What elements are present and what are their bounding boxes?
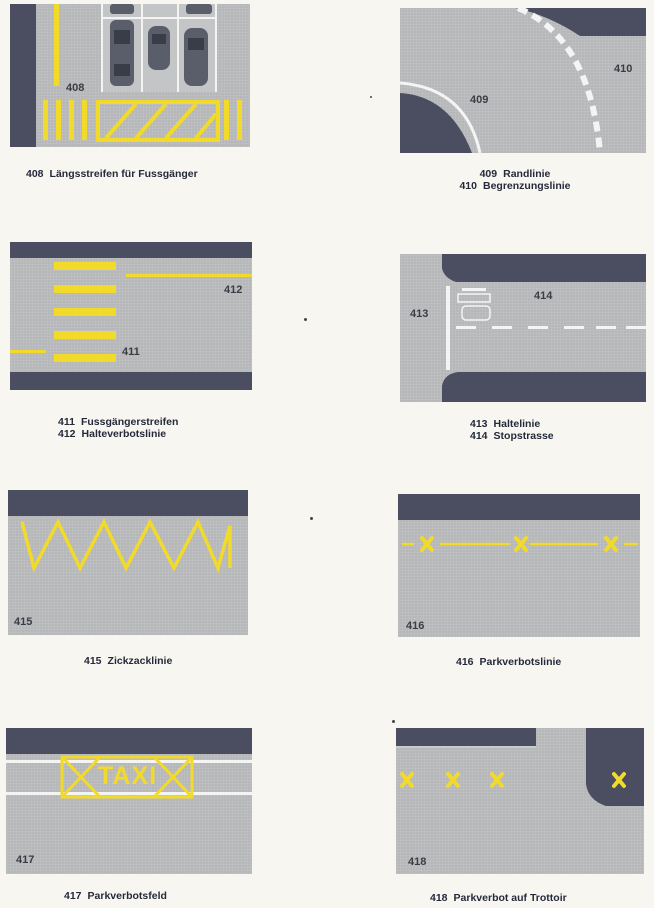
figure-tag: 409 — [470, 94, 489, 106]
figure-417-illustration — [6, 728, 252, 874]
figure-415-illustration — [8, 490, 248, 635]
figure-tag: 412 — [224, 284, 243, 296]
curb-top — [10, 242, 252, 258]
curb-top — [442, 254, 646, 282]
figure-caption — [84, 655, 172, 667]
sidewalk-left — [396, 728, 536, 746]
caption-number: 416 — [456, 656, 474, 668]
caption-text: Halteverbotslinie — [81, 428, 167, 440]
curb-top-right — [516, 8, 646, 36]
caption-number: 408 — [26, 168, 44, 180]
caption-number: 409 — [479, 168, 498, 180]
figure-409-410-drawing — [400, 8, 646, 153]
parked-car — [148, 26, 170, 70]
caption-number: 412 — [58, 428, 76, 440]
curb-bottom-left — [400, 93, 472, 153]
stop-lettering-marking — [458, 288, 490, 320]
figure-417-drawing — [6, 728, 252, 874]
figure-caption — [470, 418, 554, 442]
taxi-lettering: TAXI — [98, 762, 158, 790]
parked-car — [110, 20, 134, 86]
figure-413-414-illustration — [400, 254, 646, 402]
caption-number: 411 — [58, 416, 75, 428]
zebra-crossing — [54, 262, 116, 362]
caption-text: Parkverbot auf Trottoir — [453, 892, 567, 904]
parked-car — [184, 28, 208, 86]
figure-408-drawing — [10, 4, 250, 147]
sidewalk — [10, 4, 36, 147]
lane-line — [6, 792, 252, 795]
figure-tag: 417 — [16, 854, 35, 866]
caption-text: Begrenzungslinie — [483, 180, 571, 192]
print-speck — [310, 517, 313, 520]
caption-text: Fussgängerstreifen — [80, 416, 179, 428]
caption-text: Zickzacklinie — [107, 655, 173, 667]
print-speck — [370, 96, 372, 98]
caption-number: 415 — [84, 655, 102, 667]
center-dashes — [456, 326, 646, 329]
caption-number: 414 — [470, 430, 488, 442]
figure-413-414-drawing — [400, 254, 646, 402]
figure-tag: 411 — [122, 346, 140, 358]
figure-416-illustration — [398, 494, 640, 637]
figure-caption — [456, 656, 561, 668]
sidewalk-right — [586, 728, 644, 806]
caption-text: Längsstreifen für Fussgänger — [49, 168, 198, 180]
caption-text: Randlinie — [503, 168, 551, 180]
stop-line — [446, 286, 450, 370]
caption-text: Stopstrasse — [493, 430, 554, 442]
caption-text: Haltelinie — [493, 418, 541, 430]
curb-top — [6, 728, 252, 754]
curb-bottom — [10, 372, 252, 390]
caption-number: 413 — [470, 418, 488, 430]
figure-409-410-illustration — [400, 8, 646, 153]
curb-top — [398, 494, 640, 520]
curb-top — [8, 490, 248, 516]
figure-tag: 410 — [614, 63, 633, 75]
figure-411-412-illustration — [10, 242, 252, 390]
no-stopping-line — [126, 274, 252, 277]
figure-tag: 413 — [410, 308, 429, 320]
figure-408-illustration — [10, 4, 250, 147]
caption-text: Parkverbotslinie — [479, 656, 562, 668]
figure-tag: 408 — [66, 82, 85, 94]
print-speck — [392, 720, 395, 723]
caption-number: 418 — [430, 892, 448, 904]
figure-418-illustration — [396, 728, 644, 874]
figure-tag: 414 — [534, 290, 553, 302]
figure-tag: 416 — [406, 620, 425, 632]
figure-caption — [430, 892, 567, 904]
figure-tag: 418 — [408, 856, 427, 868]
figure-416-drawing — [398, 494, 640, 637]
figure-tag: 415 — [14, 616, 33, 628]
print-speck — [304, 318, 307, 321]
figure-418-drawing — [396, 728, 644, 874]
figure-caption — [58, 416, 178, 440]
parking-zigzag-frame — [98, 102, 218, 140]
longitudinal-stripe — [54, 4, 59, 86]
figure-caption — [440, 168, 590, 192]
figure-caption — [64, 890, 167, 902]
caption-text: Parkverbotsfeld — [87, 890, 167, 902]
caption-number: 417 — [64, 890, 82, 902]
figure-415-drawing — [8, 490, 248, 635]
curb-bottom — [442, 372, 646, 402]
figure-caption — [26, 168, 198, 180]
caption-number: 410 — [459, 180, 477, 192]
zigzag-line — [22, 522, 230, 568]
figure-411-412-drawing — [10, 242, 252, 390]
